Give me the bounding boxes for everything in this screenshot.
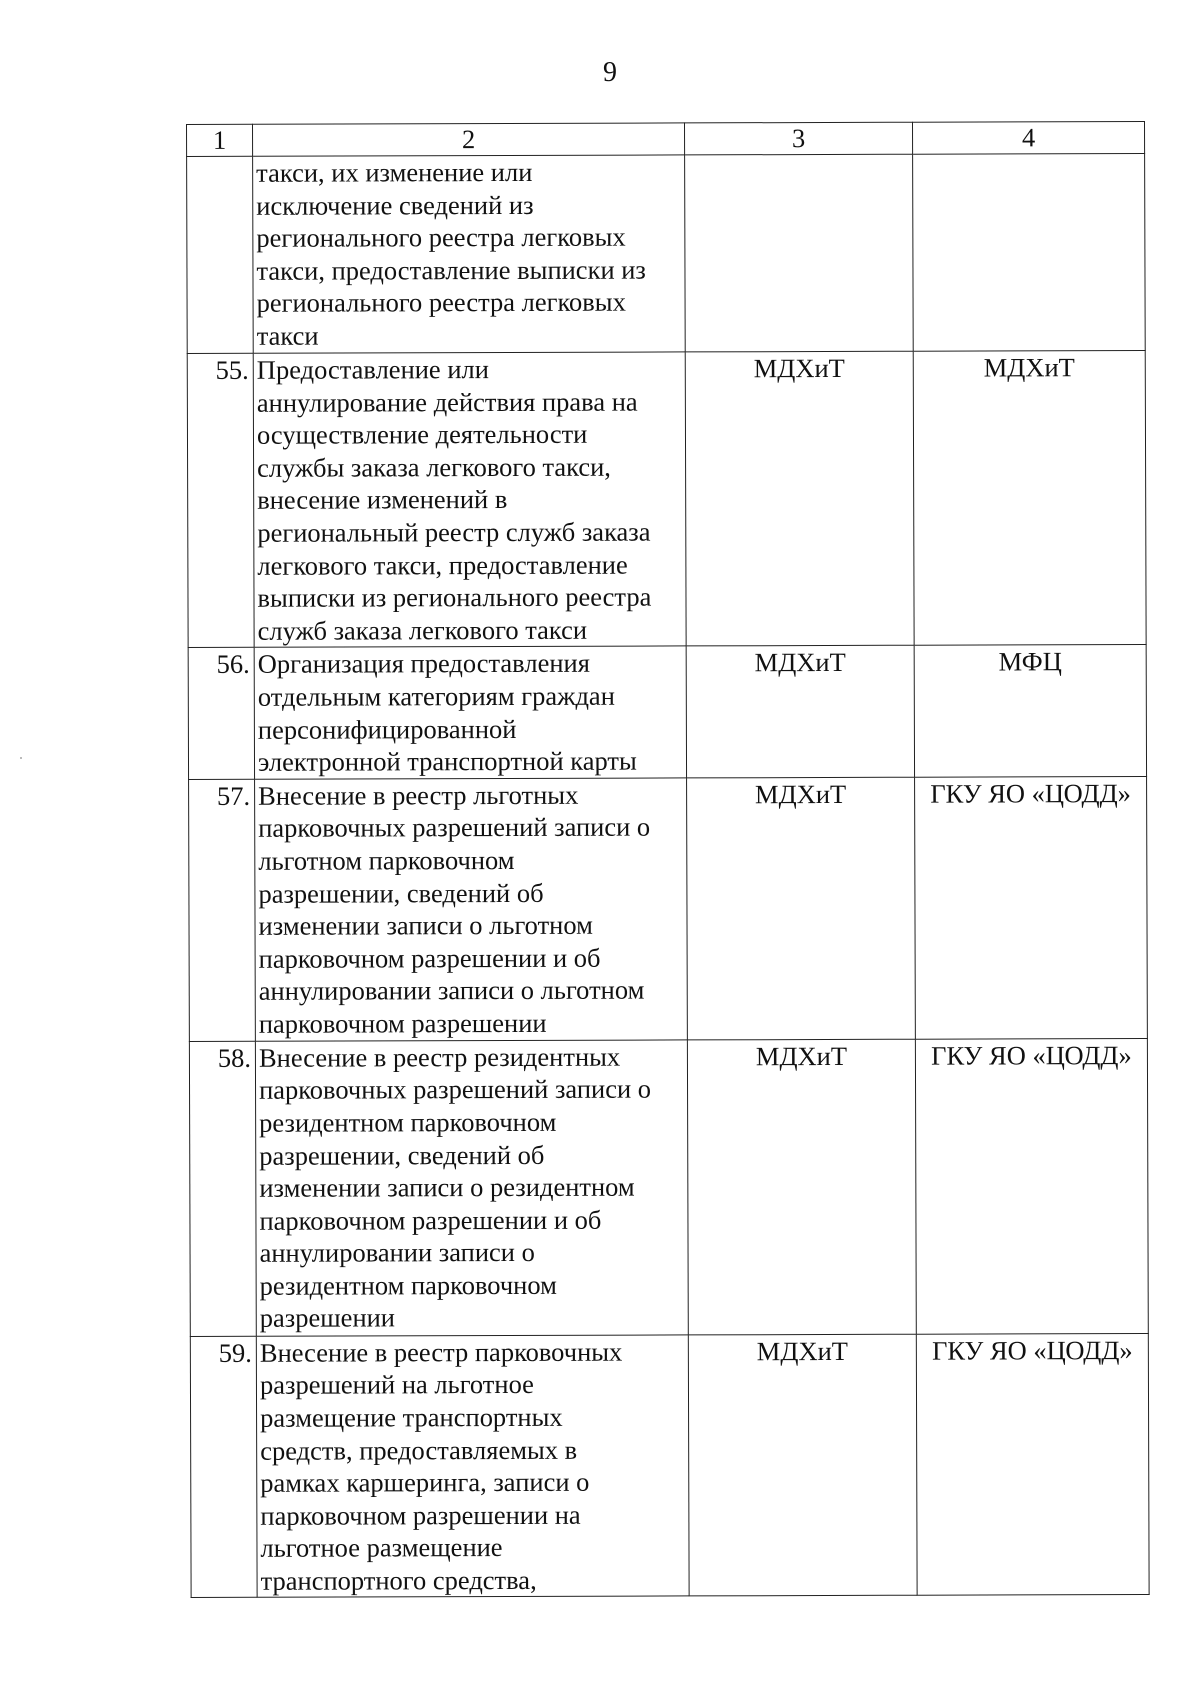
header-cell-1: 1 — [187, 124, 253, 156]
row-number: 55. — [187, 353, 254, 648]
table-row-continuation — [187, 153, 1146, 353]
table-row — [189, 776, 1148, 1041]
service-description: такси, их изменение или исключение сведений из регионального реестра легковых такси, предоставление выписки из регионального реестра легковых такси — [253, 155, 686, 353]
margin-speck — [20, 757, 22, 759]
header-cell-4: 4 — [912, 121, 1144, 154]
table-row — [188, 645, 1146, 779]
provider-body: ГКУ ЯО «ЦОДД» — [915, 1038, 1148, 1334]
responsible-body: МДХиТ — [685, 351, 914, 646]
table-row — [189, 1038, 1148, 1336]
row-number: 57. — [189, 779, 256, 1041]
responsible-body — [685, 154, 914, 352]
page-number: 9 — [603, 57, 617, 88]
responsible-body: МДХиТ — [687, 777, 916, 1040]
services-table — [186, 121, 1150, 1598]
responsible-body: МДХиТ — [687, 1039, 916, 1335]
service-description: Предоставление или аннулирование действия права на осуществление деятельности службы заказа легкового такси, внесение изменений в региональный реестр служб заказа легкового такси, предоставление выписки из регионального реестра служб заказа легкового такси — [253, 352, 686, 648]
provider-body: ГКУ ЯО «ЦОДД» — [915, 776, 1148, 1039]
row-number: 59. — [190, 1336, 257, 1598]
provider-body: МФЦ — [914, 645, 1146, 777]
service-description: Организация предоставления отдельным категориям граждан персонифицированной электронной транспортной карты — [254, 646, 686, 779]
row-number — [187, 156, 254, 353]
header-cell-2: 2 — [253, 123, 685, 156]
row-number: 58. — [189, 1041, 256, 1336]
table-row — [187, 350, 1146, 647]
responsible-body: МДХиТ — [688, 1334, 917, 1596]
service-description: Внесение в реестр резидентных парковочных разрешений записи о резидентном парковочном разрешении, сведений об изменении записи о резидентном парковочном разрешении и об аннулировании записи о резидентном парковочном разрешении — [255, 1040, 688, 1336]
service-description: Внесение в реестр парковочных разрешений на льготное размещение транспортных средств, предоставляемых в рамках каршеринга, записи о парковочном разрешении на льготное размещение транспортного средства, — [256, 1335, 689, 1598]
header-cell-3: 3 — [684, 122, 912, 155]
row-number: 56. — [188, 648, 254, 780]
provider-body: ГКУ ЯО «ЦОДД» — [916, 1333, 1149, 1595]
provider-body — [913, 153, 1146, 351]
service-description: Внесение в реестр льготных парковочных разрешений записи о льготном парковочном разрешении, сведений об изменении записи о льготном парковочном разрешении и об аннулировании записи о льготном парковочном разрешении — [255, 778, 688, 1041]
responsible-body: МДХиТ — [686, 646, 914, 778]
provider-body: МДХиТ — [913, 350, 1146, 645]
table-row — [190, 1333, 1149, 1598]
table-header-row — [187, 121, 1145, 156]
